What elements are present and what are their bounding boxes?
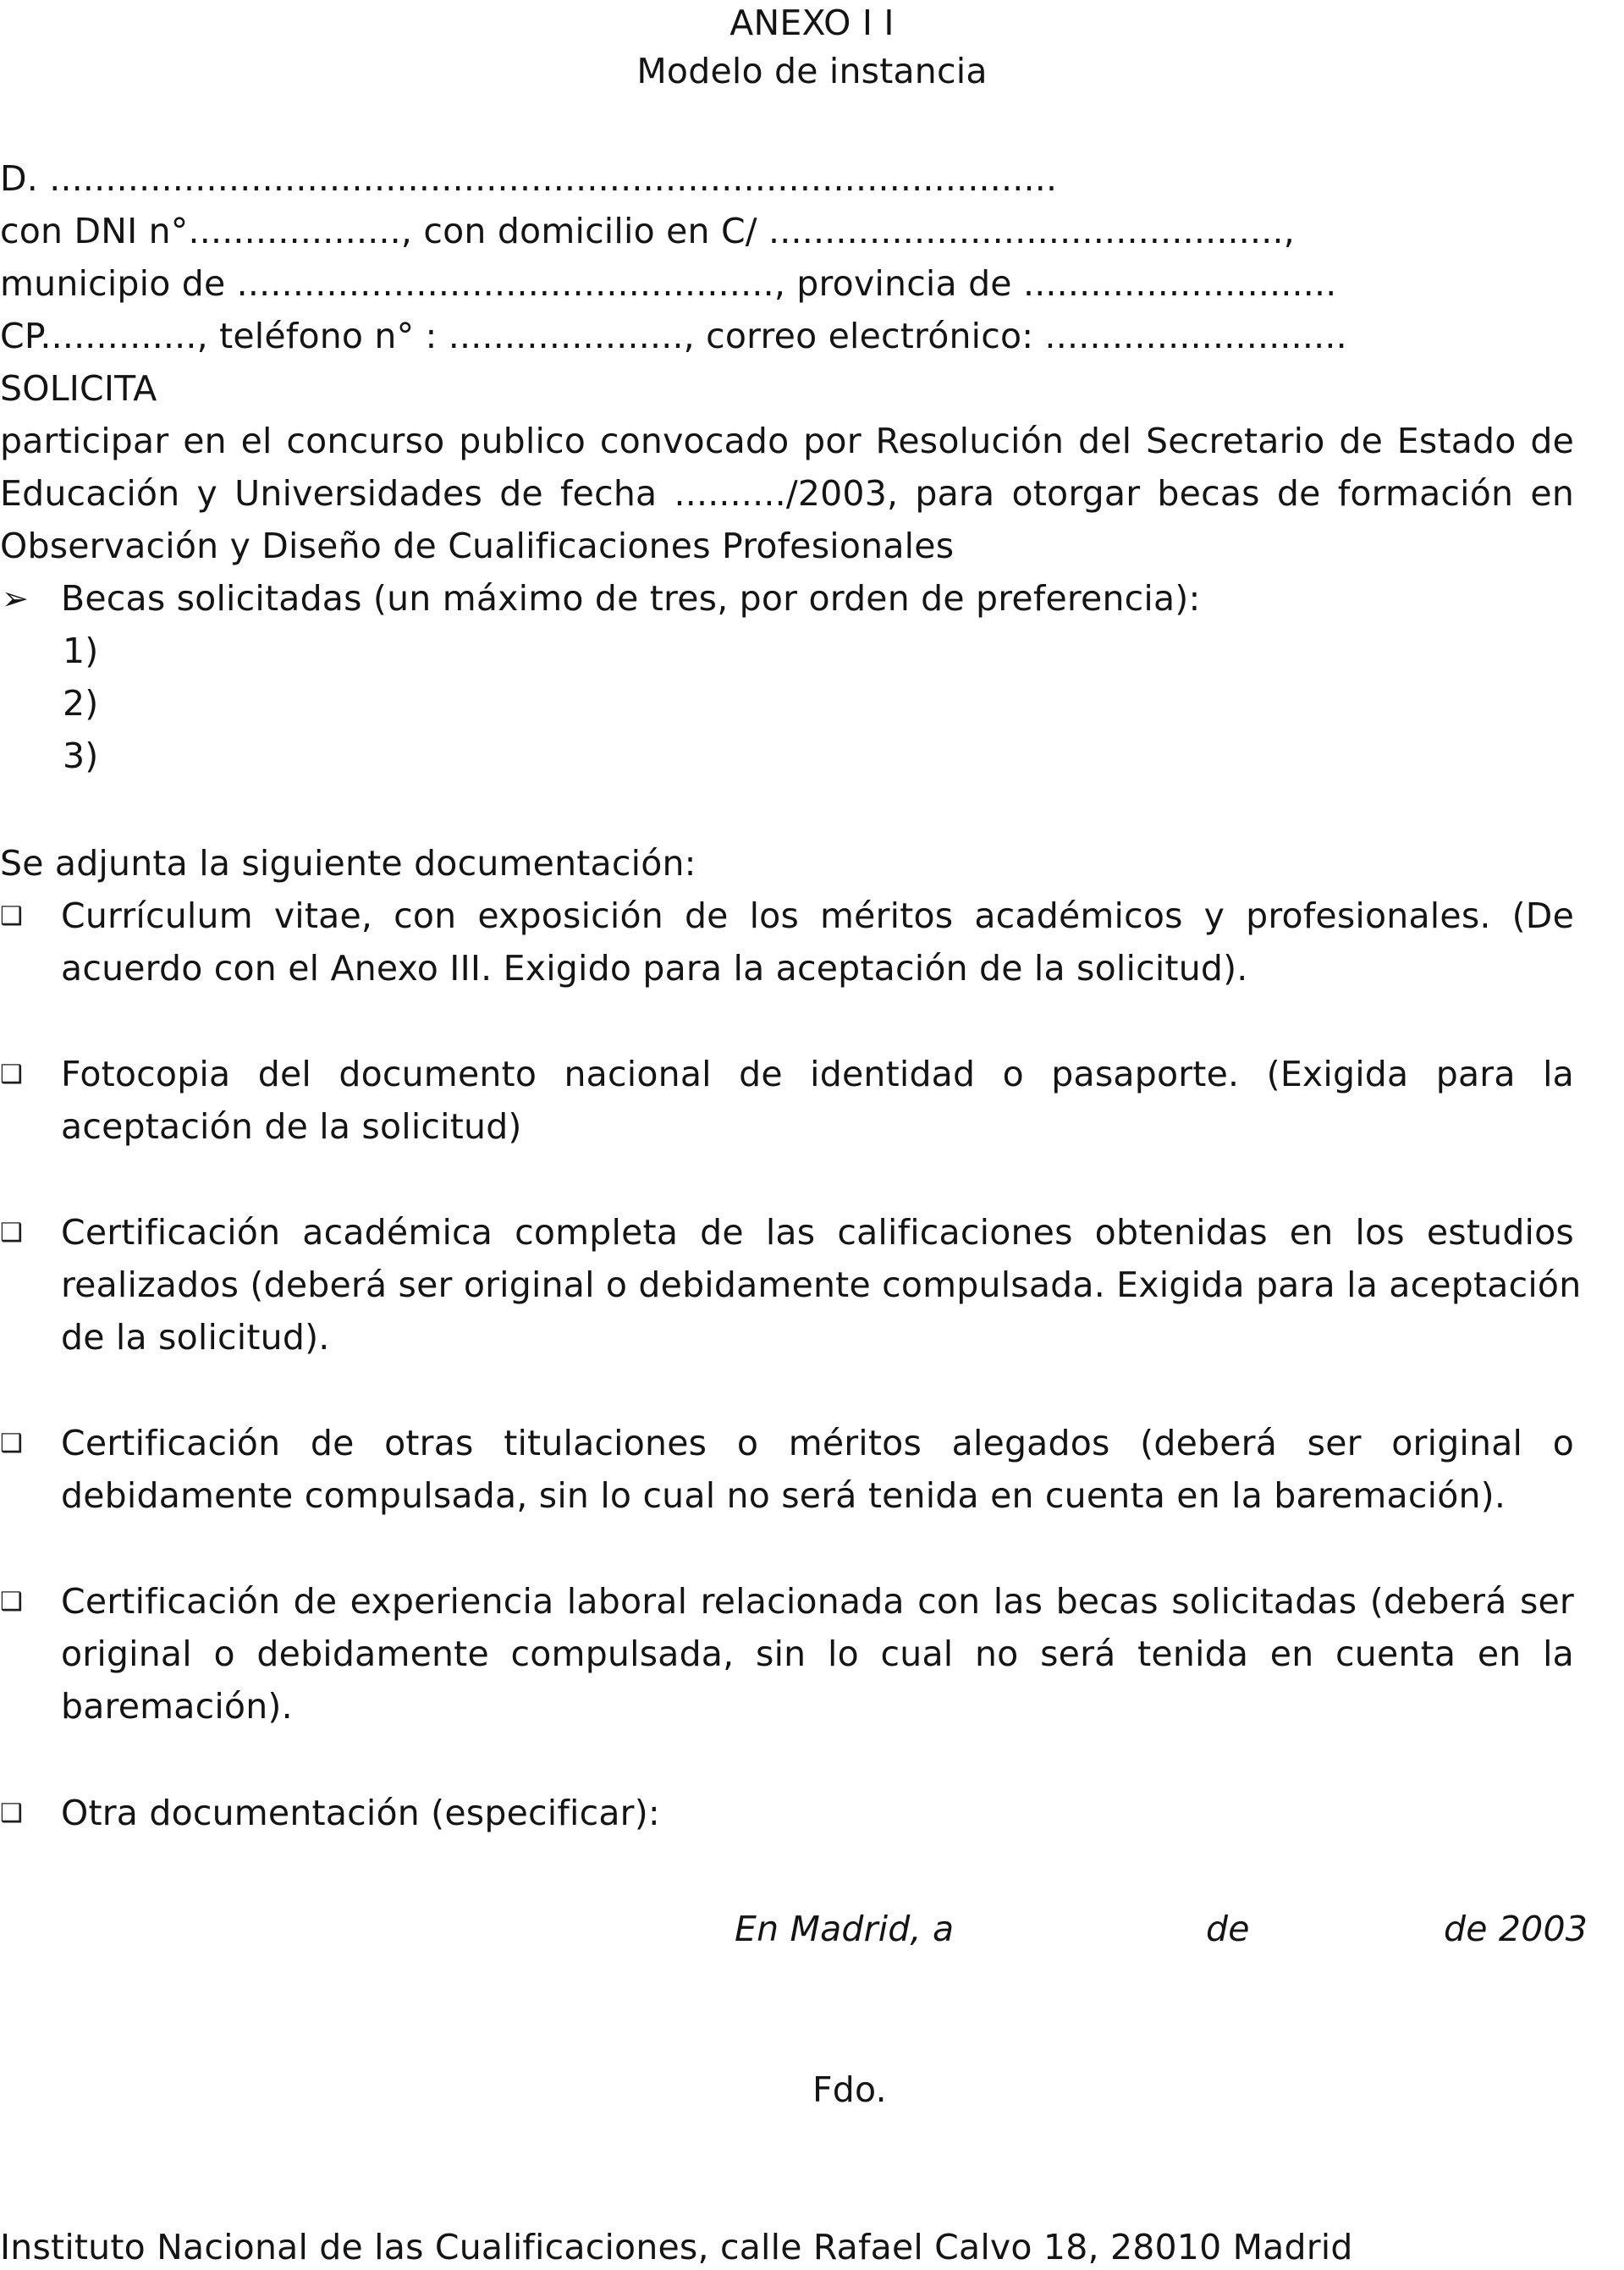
checkbox-icon: ❑ bbox=[0, 1587, 23, 1617]
doc-work-experience-line-2: original o debidamente compulsada, sin lo cual no será tenida en cuenta en la bbox=[61, 1634, 1574, 1674]
checkbox-icon: ❑ bbox=[0, 1799, 23, 1828]
applicant-dni-address-line: con DNI n°..................., con domicilio en C/ .............................................., bbox=[0, 211, 1295, 251]
footer-address: Instituto Nacional de las Cualificaciones, calle Rafael Calvo 18, 28010 Madrid bbox=[0, 2227, 1353, 2267]
scholarship-choice-2: 2) bbox=[63, 683, 99, 724]
documentation-heading: Se adjunta la siguiente documentación: bbox=[0, 843, 696, 884]
request-text-line-3: Observación y Diseño de Cualificaciones Profesionales bbox=[0, 526, 955, 566]
applicant-name-line: D. .......................................................................................... bbox=[0, 158, 1058, 199]
doc-other-titles-line-2: debidamente compulsada, sin lo cual no será tenida en cuenta en la baremación). bbox=[61, 1475, 1506, 1516]
date-place: En Madrid, a bbox=[735, 1909, 955, 1949]
doc-work-experience-line-1: Certificación de experiencia laboral relacionada con las becas solicitadas (deberá ser bbox=[61, 1581, 1574, 1622]
doc-work-experience-line-3: baremación). bbox=[61, 1686, 293, 1727]
annex-title: ANEXO I I bbox=[729, 3, 895, 43]
checkbox-icon: ❑ bbox=[0, 1429, 23, 1458]
scholarship-choice-1: 1) bbox=[63, 631, 99, 671]
doc-cv-line-1: Currículum vitae, con exposición de los méritos académicos y profesionales. (De bbox=[61, 895, 1574, 936]
applicant-municipality-line: municipio de ................................................, provincia de ............................ bbox=[0, 263, 1337, 304]
doc-other-line-1: Otra documentación (especificar): bbox=[61, 1793, 660, 1833]
doc-id-copy-line-2: aceptación de la solicitud) bbox=[61, 1106, 522, 1147]
request-label: SOLICITA bbox=[0, 368, 157, 409]
doc-academic-cert-line-2: realizados (deberá ser original o debidamente compulsada. Exigida para la aceptación bbox=[61, 1264, 1582, 1305]
doc-academic-cert-line-3: de la solicitud). bbox=[61, 1317, 330, 1358]
form-subtitle: Modelo de instancia bbox=[636, 51, 988, 91]
request-text-line-1: participar en el concurso publico convocado por Resolución del Secretario de Estado de bbox=[0, 421, 1574, 461]
arrow-bullet-icon: ➢ bbox=[2, 580, 29, 617]
date-de-month: de bbox=[1206, 1909, 1250, 1949]
date-de-year: de 2003 bbox=[1444, 1909, 1588, 1949]
doc-other-titles-line-1: Certificación de otras titulaciones o méritos alegados (deberá ser original o bbox=[61, 1423, 1574, 1463]
signature-label: Fdo. bbox=[812, 2069, 887, 2110]
request-text-line-2: Educación y Universidades de fecha ........../2003, para otorgar becas de formación en bbox=[0, 473, 1574, 514]
checkbox-icon: ❑ bbox=[0, 1218, 23, 1248]
scholarships-heading: Becas solicitadas (un máximo de tres, por orden de preferencia): bbox=[61, 578, 1201, 619]
checkbox-icon: ❑ bbox=[0, 1060, 23, 1089]
doc-cv-line-2: acuerdo con el Anexo III. Exigido para la aceptación de la solicitud). bbox=[61, 948, 1248, 989]
scholarship-choice-3: 3) bbox=[63, 736, 99, 776]
checkbox-icon: ❑ bbox=[0, 901, 23, 931]
doc-academic-cert-line-1: Certificación académica completa de las calificaciones obtenidas en los estudios bbox=[61, 1212, 1574, 1253]
applicant-contact-line: CP.............., teléfono n° : ....................., correo electrónico: ........................... bbox=[0, 316, 1347, 356]
doc-id-copy-line-1: Fotocopia del documento nacional de identidad o pasaporte. (Exigida para la bbox=[61, 1054, 1574, 1094]
